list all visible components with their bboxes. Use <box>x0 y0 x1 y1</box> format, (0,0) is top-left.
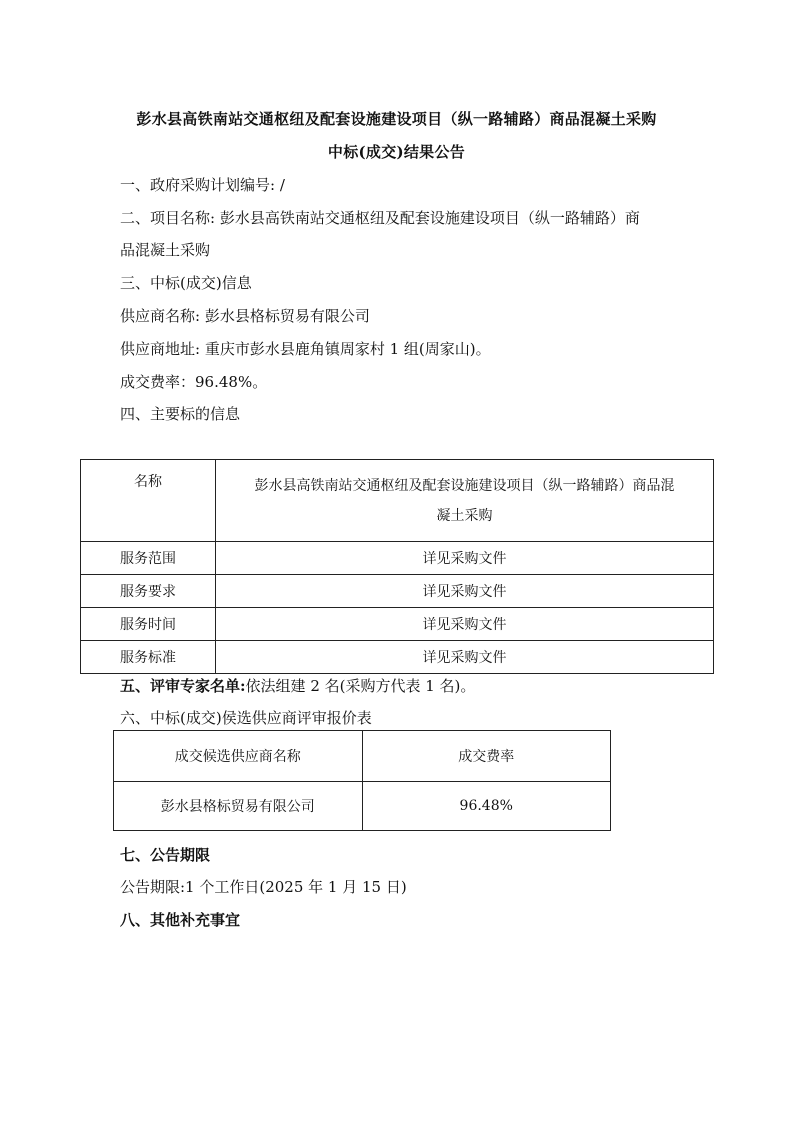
supplier-address-line: 供应商地址: 重庆市彭水县鹿角镇周家村 1 组(周家山)。 <box>120 340 491 358</box>
table-header-row <box>114 731 611 782</box>
info-row-value: 详见采购文件 <box>216 575 714 608</box>
quote-header-supplier: 成交候选供应商名称 <box>114 731 363 782</box>
info-row-value: 详见采购文件 <box>216 641 714 674</box>
info-row-value: 详见采购文件 <box>216 542 714 575</box>
project-name-line2: 品混凝土采购 <box>120 241 211 259</box>
table-row <box>81 460 714 542</box>
plan-number-line: 一、政府采购计划编号: / <box>120 176 285 194</box>
table-row <box>81 608 714 641</box>
info-row-value: 详见采购文件 <box>216 608 714 641</box>
project-name-line1: 二、项目名称: 彭水县高铁南站交通枢纽及配套设施建设项目（纵一路辅路）商 <box>120 209 640 227</box>
info-row-label: 服务要求 <box>81 575 216 608</box>
experts-value: 依法组建 2 名(采购方代表 1 名)。 <box>245 677 476 695</box>
experts-label: 五、评审专家名单: <box>120 677 246 695</box>
experts-line <box>120 675 475 696</box>
fee-rate-line: 成交费率：96.48%。 <box>120 373 268 391</box>
info-name-value-line1: 彭水县高铁南站交通枢纽及配套设施建设项目（纵一路辅路）商品混 <box>254 477 675 494</box>
table-row <box>81 575 714 608</box>
table-row <box>81 542 714 575</box>
main-info-heading: 四、主要标的信息 <box>120 405 241 423</box>
notice-title-line2: 中标(成交)结果公告 <box>327 143 466 161</box>
info-name-value <box>216 460 714 542</box>
notice-title-line1: 彭水县高铁南站交通枢纽及配套设施建设项目（纵一路辅路）商品混凝土采购 <box>136 110 657 128</box>
quote-rate-cell: 96.48% <box>362 782 611 831</box>
table-row <box>114 782 611 831</box>
info-name-label: 名称 <box>81 460 216 542</box>
info-name-value-line2: 凝土采购 <box>436 507 493 524</box>
notice-period-heading: 七、公告期限 <box>120 846 211 864</box>
quote-table <box>113 730 611 831</box>
quote-heading: 六、中标(成交)侯选供应商评审报价表 <box>120 709 372 727</box>
table-row <box>81 641 714 674</box>
other-heading: 八、其他补充事宜 <box>120 911 241 929</box>
winner-heading: 三、中标(成交)信息 <box>120 274 252 292</box>
supplier-name-line: 供应商名称: 彭水县格标贸易有限公司 <box>120 307 370 325</box>
notice-period-line: 公告期限:1 个工作日(2025 年 1 月 15 日) <box>120 878 407 896</box>
quote-supplier-cell: 彭水县格标贸易有限公司 <box>114 782 363 831</box>
info-row-label: 服务时间 <box>81 608 216 641</box>
quote-header-rate: 成交费率 <box>362 731 611 782</box>
info-row-label: 服务标准 <box>81 641 216 674</box>
info-row-label: 服务范围 <box>81 542 216 575</box>
main-info-table <box>80 459 714 674</box>
